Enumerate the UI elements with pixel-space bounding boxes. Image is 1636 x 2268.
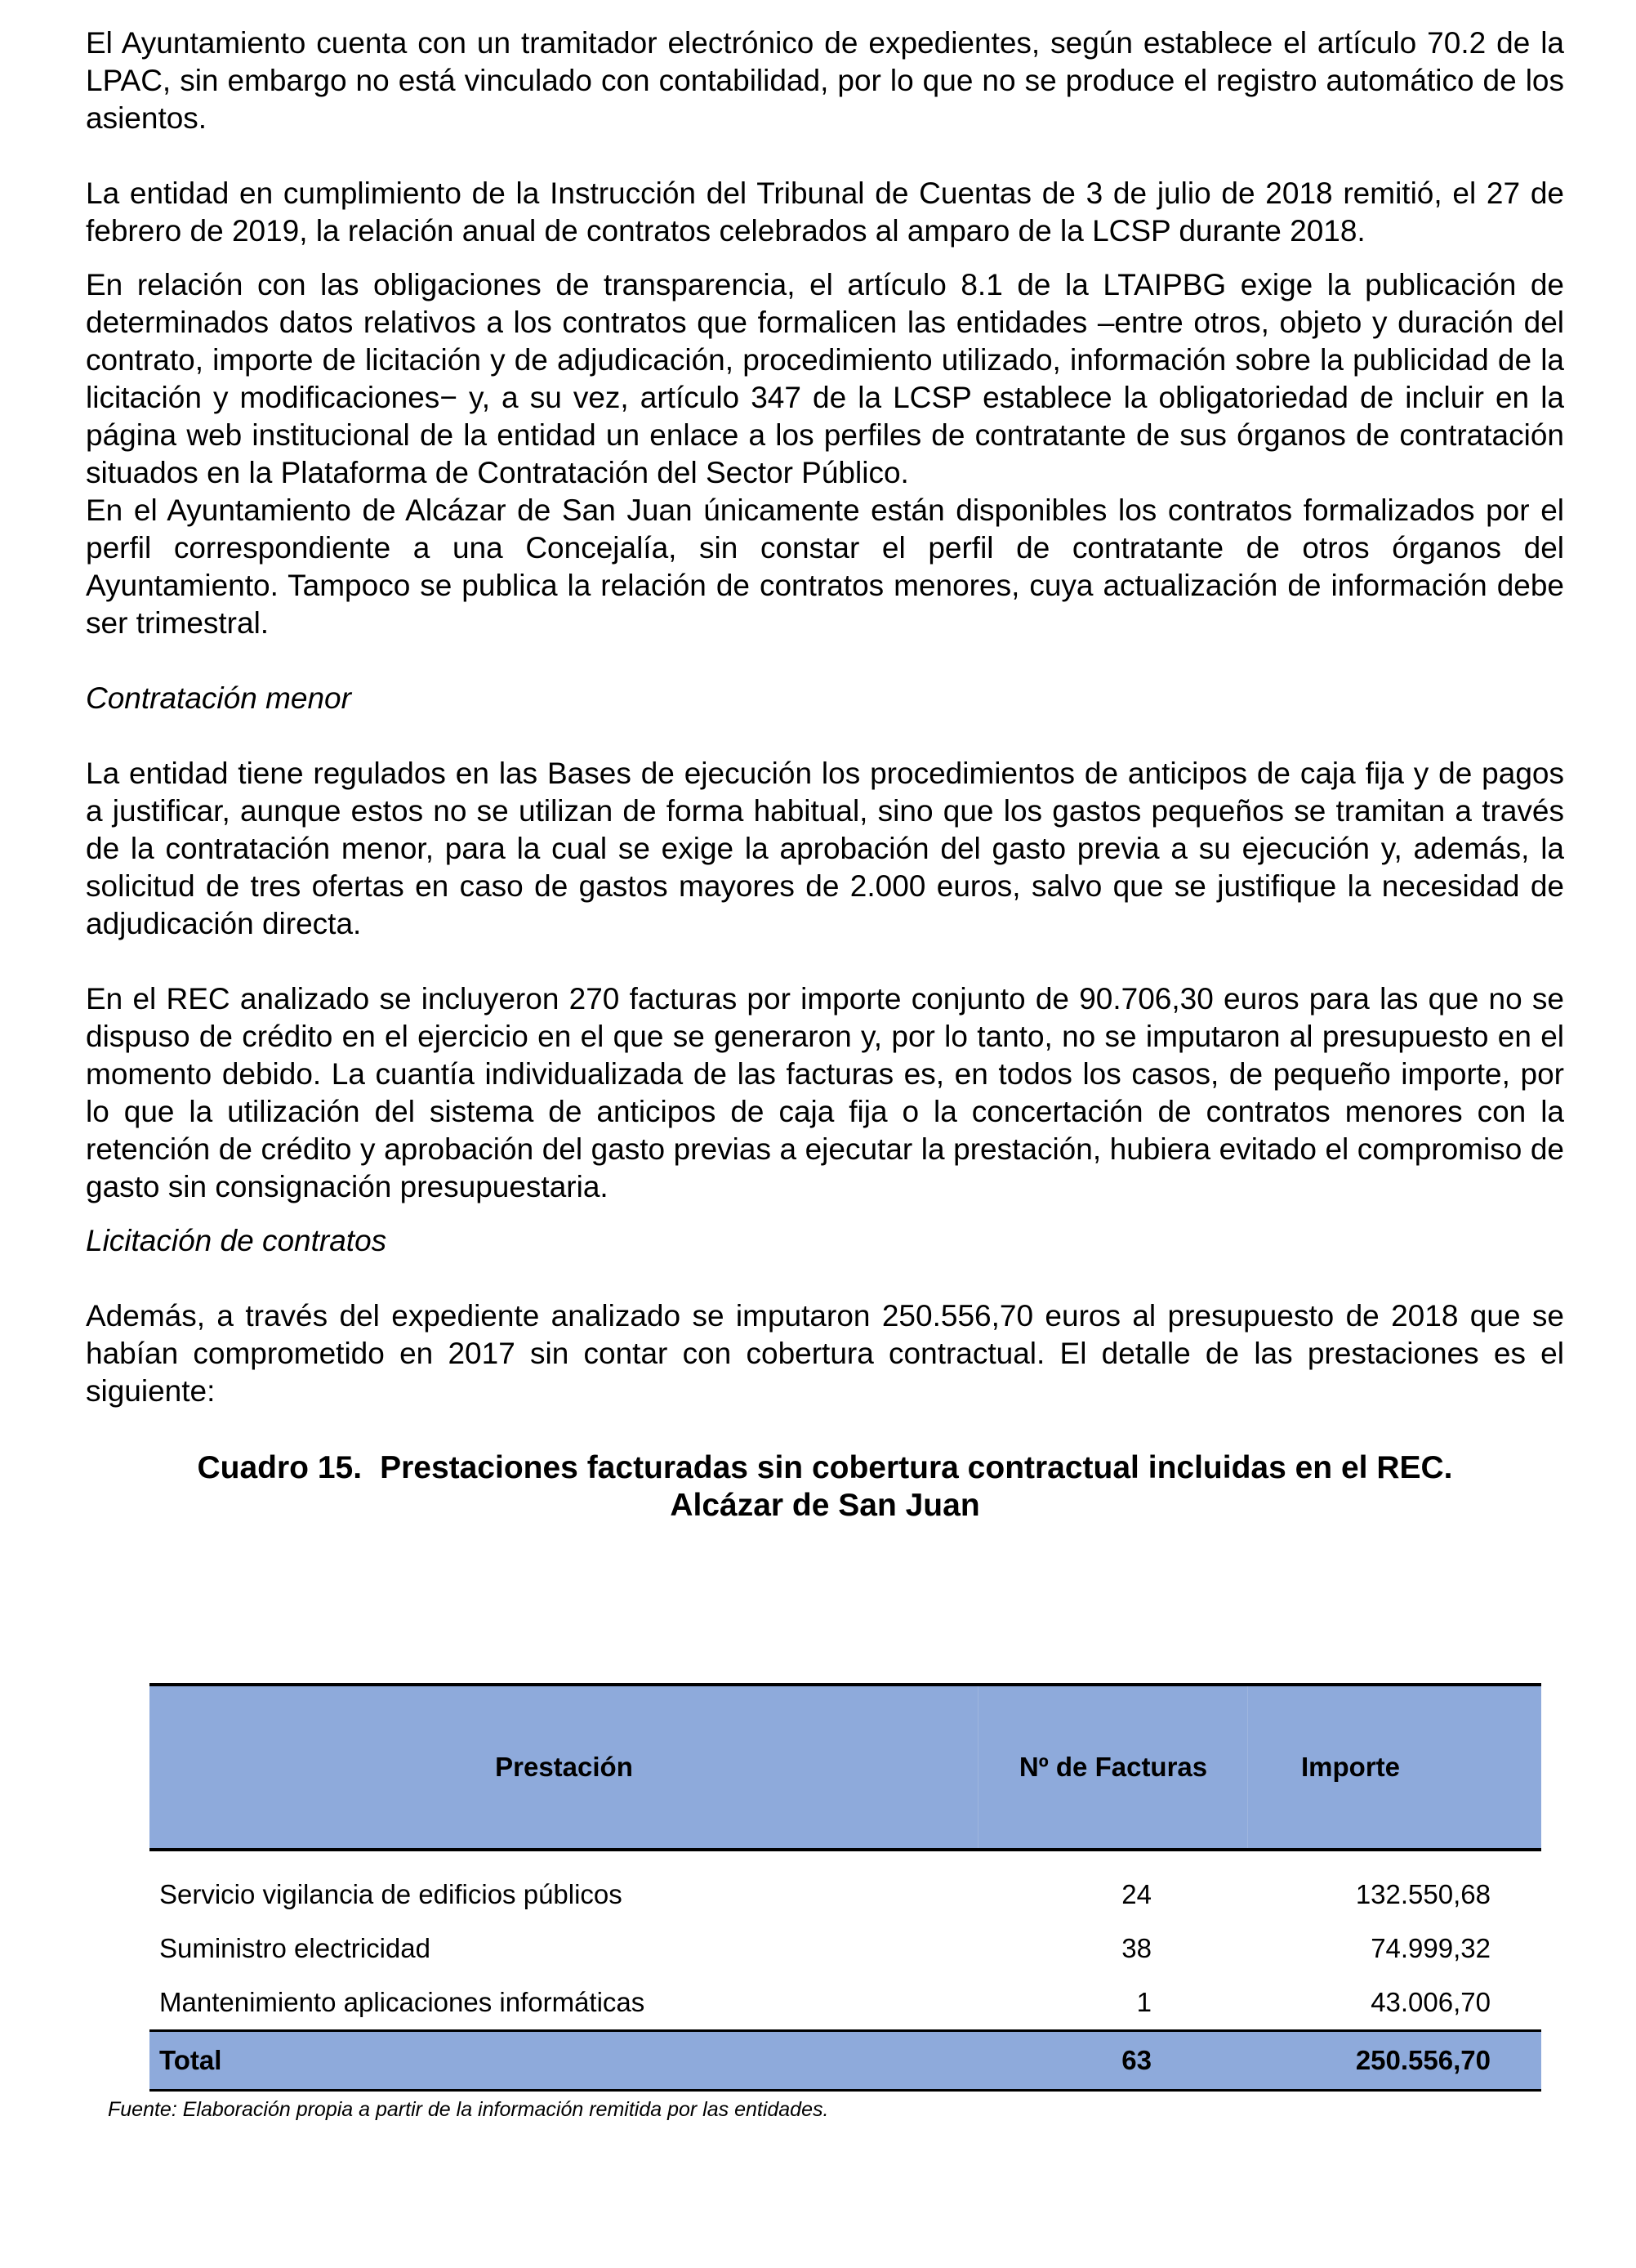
document-body <box>86 25 1564 1525</box>
total-label: Total <box>159 2045 222 2075</box>
table-caption-title: Prestaciones facturadas sin cobertura contractual incluidas en el REC. <box>380 1450 1453 1485</box>
paragraph-instruccion: La entidad en cumplimiento de la Instrucción del Tribunal de Cuentas de 3 de julio de 2018 remitió, el 27 de febrero de 2019, la relación anual de contratos celebrados al amparo de la LCSP durante 2018. <box>86 176 1564 248</box>
header-importe: Importe <box>1301 1752 1401 1782</box>
total-importe: 250.556,70 <box>1355 2045 1491 2075</box>
table-caption <box>86 1449 1564 1525</box>
cell-prestacion: Mantenimiento aplicaciones informáticas <box>159 1987 645 2017</box>
cell-importe: 74.999,32 <box>1371 1933 1491 1963</box>
table-row <box>149 1922 1541 1976</box>
table-row <box>149 1976 1541 2029</box>
cell-num-facturas: 38 <box>1121 1933 1152 1963</box>
cell-num-facturas: 1 <box>1136 1987 1152 2017</box>
table-caption-number: Cuadro 15. <box>197 1450 363 1485</box>
heading-licitacion-contratos: Licitación de contratos <box>86 1224 387 1257</box>
cell-importe: 43.006,70 <box>1371 1987 1491 2017</box>
paragraph-transparencia: En relación con las obligaciones de transparencia, el artículo 8.1 de la LTAIPBG exige la publicación de determinados datos relativos a los contratos que formalicen las entidades –entre otros, objeto y duración del contrato, importe de licitación y de adjudicación, procedimiento utilizado, información sobre la publicidad de la licitación y modificaciones− y, a su vez, artículo 347 de la LCSP establece la obligatoriedad de incluir en la página web institucional de la entidad un enlace a los perfiles de contratante de sus órganos de contratación situados en la Plataforma de Contratación del Sector Público. <box>86 268 1564 489</box>
cell-prestacion: Suministro electricidad <box>159 1933 430 1963</box>
paragraph-expediente: Además, a través del expediente analizado se imputaron 250.556,70 euros al presupuesto de 2018 que se habían comprometido en 2017 sin contar con cobertura contractual. El detalle de las prestaciones es el siguiente: <box>86 1299 1564 1408</box>
header-prestacion: Prestación <box>149 1686 978 1848</box>
paragraph-bases-ejecucion: La entidad tiene regulados en las Bases de ejecución los procedimientos de anticipos de caja fija y de pagos a justificar, aunque estos no se utilizan de forma habitual, sino que los gastos pequeños se tramitan a través de la contratación menor, para la cual se exige la aprobación del gasto previa a su ejecución y, además, la solicitud de tres ofertas en caso de gastos mayores de 2.000 euros, salvo que se justifique la necesidad de adjudicación directa. <box>86 757 1564 940</box>
table-total-row <box>149 2029 1541 2092</box>
table-row <box>149 1868 1541 1922</box>
paragraph-tramitador: El Ayuntamiento cuenta con un tramitador electrónico de expedientes, según establece el artículo 70.2 de la LPAC, sin embargo no está vinculado con contabilidad, por lo que no se produce el registro automático de los asientos. <box>86 26 1564 135</box>
prestaciones-table <box>149 1683 1541 2092</box>
table-header-row <box>149 1683 1541 1851</box>
table-body <box>149 1851 1541 2029</box>
cell-prestacion: Servicio vigilancia de edificios públicos <box>159 1879 622 1909</box>
heading-contratacion-menor: Contratación menor <box>86 681 351 715</box>
total-num-facturas: 63 <box>1121 2045 1152 2075</box>
cell-num-facturas: 24 <box>1121 1879 1152 1909</box>
paragraph-perfil-contratante: En el Ayuntamiento de Alcázar de San Juan únicamente están disponibles los contratos formalizados por el perfil correspondiente a una Concejalía, sin constar el perfil de contratante de otros órganos del Ayuntamiento. Tampoco se publica la relación de contratos menores, cuya actualización de información debe ser trimestral. <box>86 493 1564 640</box>
cell-importe: 132.550,68 <box>1355 1879 1491 1909</box>
table-source-note: Fuente: Elaboración propia a partir de la información remitida por las entidades. <box>108 2098 829 2121</box>
table-caption-line1 <box>86 1449 1564 1487</box>
table-caption-line2: Alcázar de San Juan <box>670 1488 980 1523</box>
header-num-facturas: Nº de Facturas <box>978 1686 1248 1848</box>
paragraph-rec-analizado: En el REC analizado se incluyeron 270 facturas por importe conjunto de 90.706,30 euros para las que no se dispuso de crédito en el ejercicio en el que se generaron y, por lo tanto, no se imputaron al presupuesto en el momento debido. La cuantía individualizada de las facturas es, en todos los casos, de pequeño importe, por lo que la utilización del sistema de anticipos de caja fija o la concertación de contratos menores con la retención de crédito y aprobación del gasto previas a ejecutar la prestación, hubiera evitado el compromiso de gasto sin consignación presupuestaria. <box>86 982 1564 1203</box>
